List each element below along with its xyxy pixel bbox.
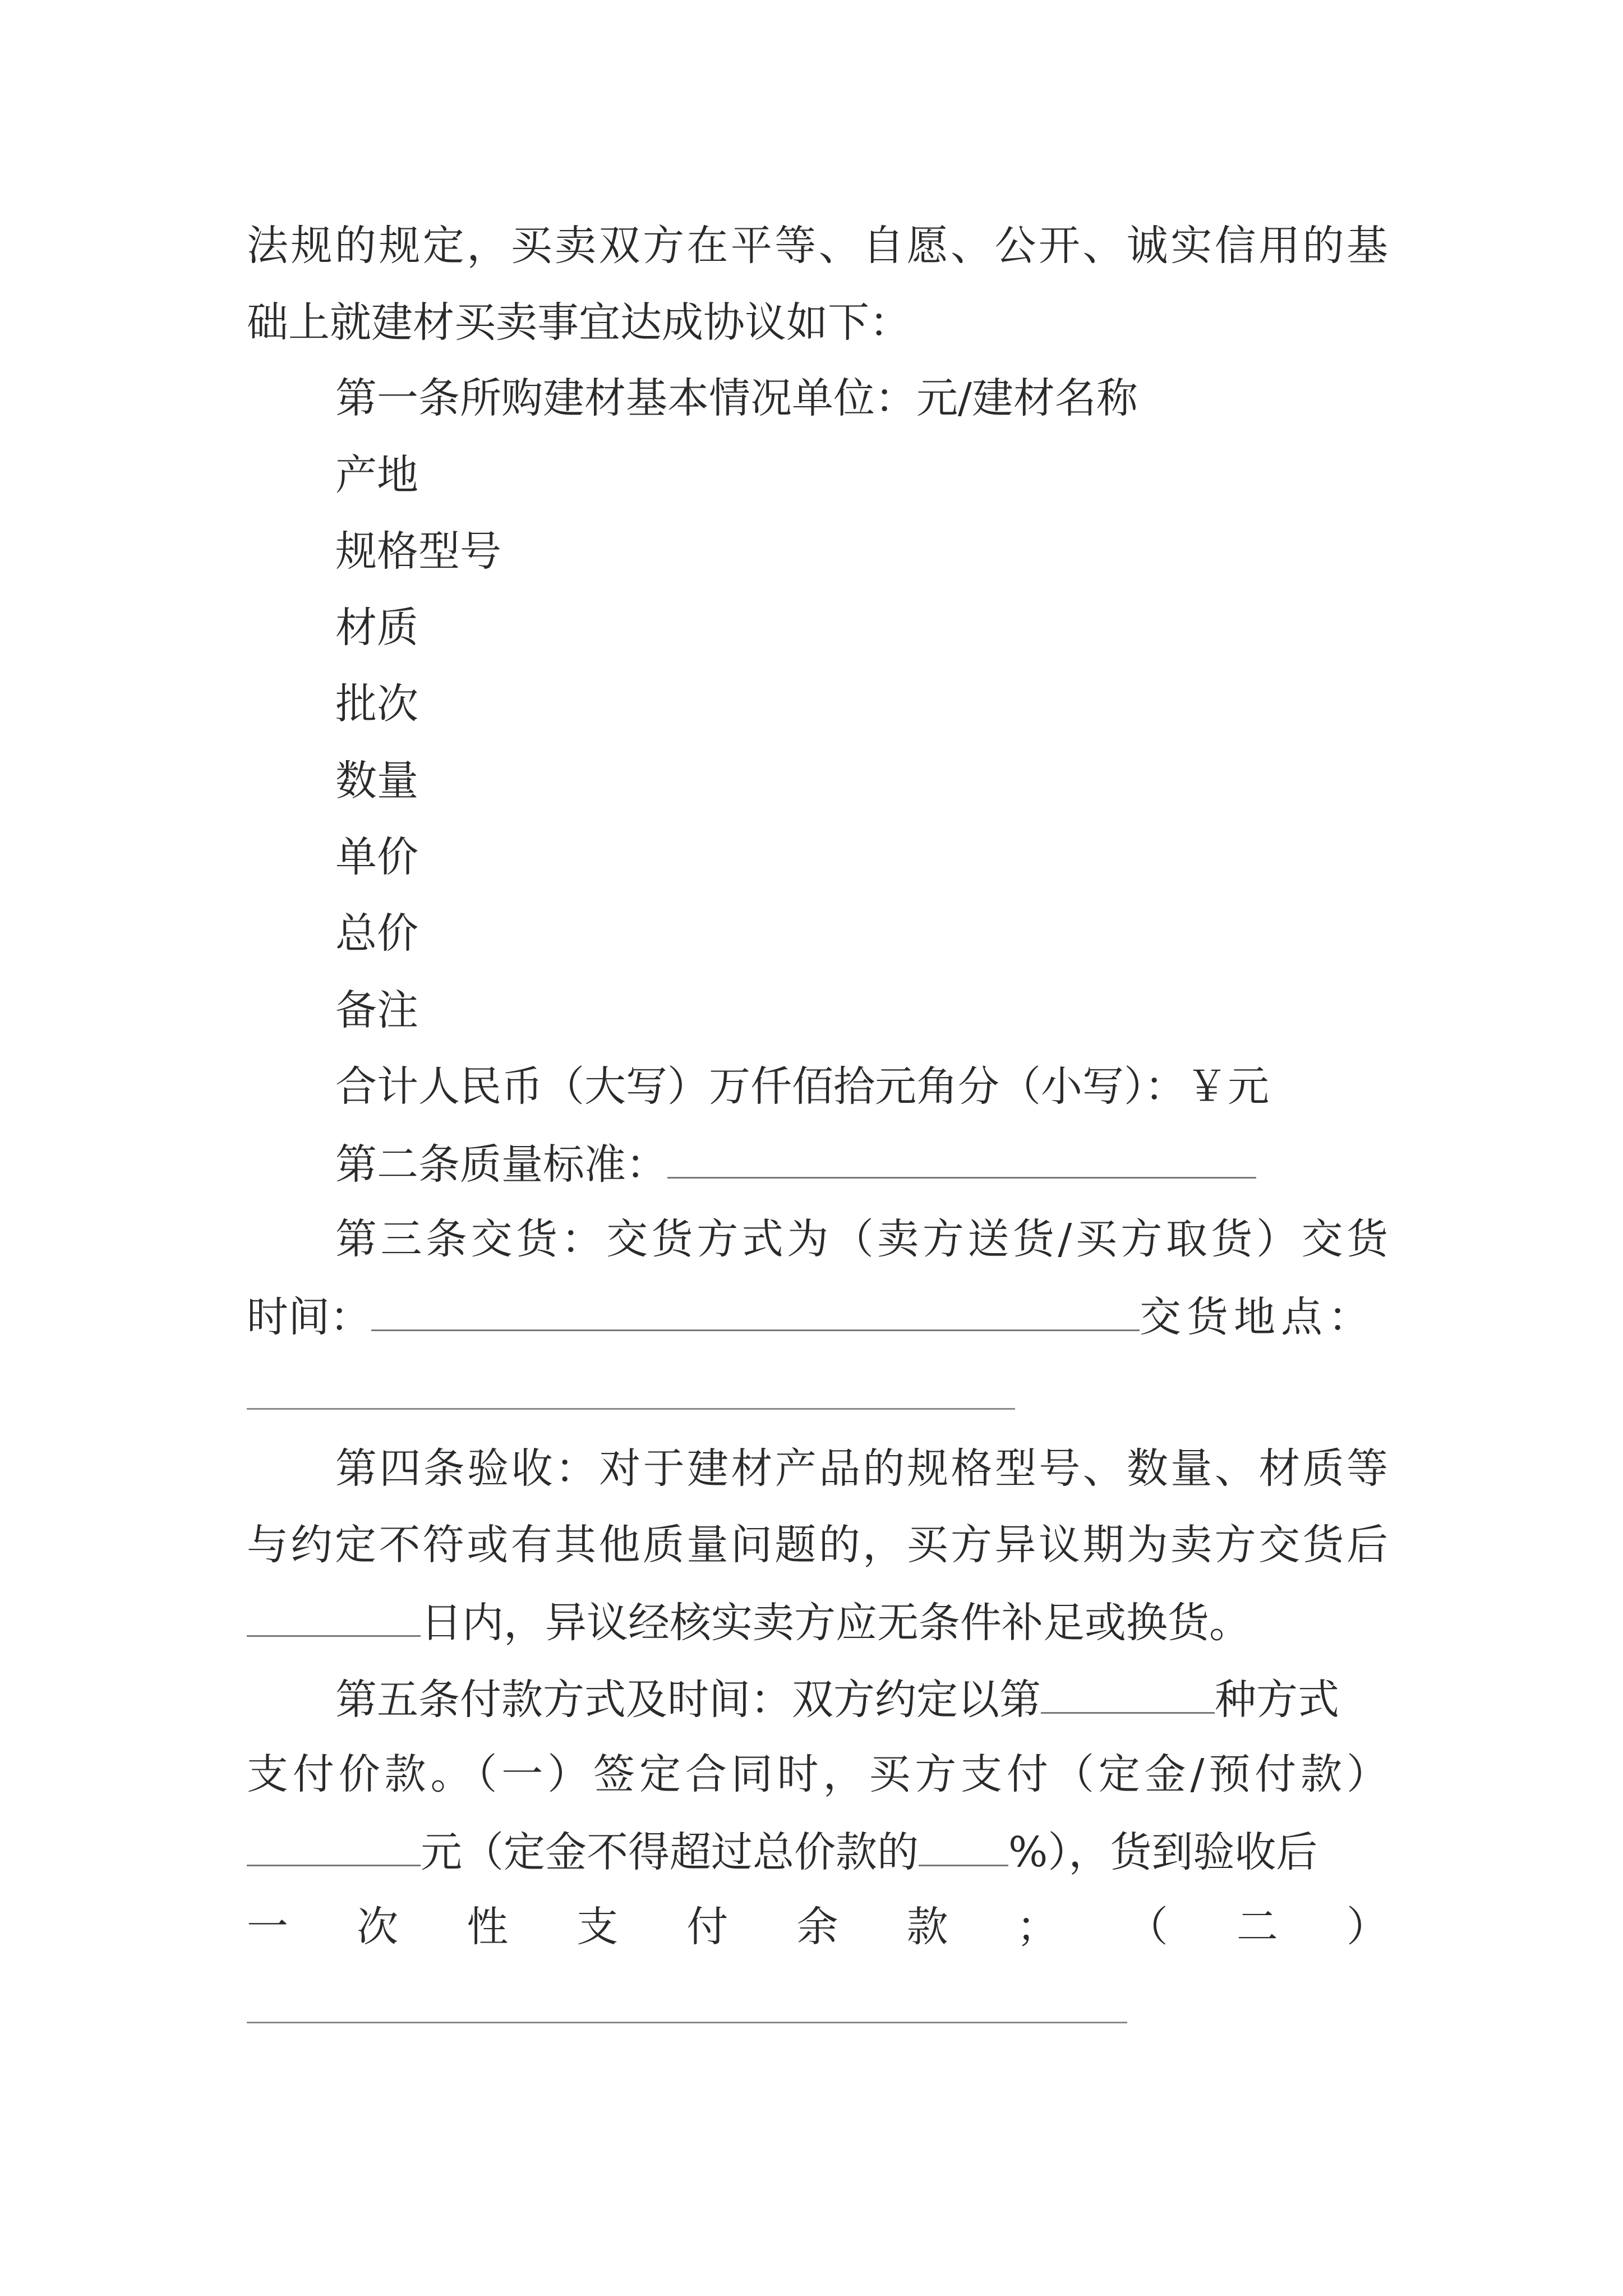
article4-line-1: 第四条验收：对于建材产品的规格型号、数量、材质等 [335, 1444, 1388, 1493]
article5-line-4 [247, 1896, 1388, 1958]
article5-line-4-char: ； [1016, 1903, 1058, 1951]
article3-line-2 [247, 1285, 1375, 1346]
quality-standard-blank [667, 1132, 1256, 1179]
item-unit-price: 单价 [335, 833, 418, 881]
article5-line-3-a: 元（定金不得超过总价款的 [421, 1828, 919, 1876]
item-quantity: 数量 [335, 757, 418, 805]
article5-line-4-char: 支 [577, 1903, 619, 1951]
deposit-amount-blank [247, 1820, 421, 1866]
article5-line-4-char: 余 [796, 1903, 838, 1951]
article5-line-4-char: 次 [357, 1903, 399, 1951]
article1-heading: 第一条所购建材基本情况单位：元/建材名称 [335, 374, 1138, 422]
article2-line [335, 1132, 1256, 1194]
payment-option-two-blank [247, 2022, 1127, 2023]
article5-line-4-char: 款 [906, 1903, 948, 1951]
item-material: 材质 [335, 604, 418, 652]
intro-line-1: 法规的规定，买卖双方在平等、自愿、公开、诚实信用的基 [247, 222, 1388, 270]
delivery-place-blank [247, 1408, 1015, 1410]
item-batch: 批次 [335, 680, 418, 728]
article4-line-3 [247, 1590, 1251, 1652]
article5-line-1 [335, 1667, 1339, 1729]
deposit-percent-blank [919, 1820, 1008, 1866]
delivery-time-blank [371, 1285, 1140, 1331]
article5-line-4-char: 二 [1236, 1903, 1278, 1951]
item-total-price: 总价 [335, 909, 418, 958]
article5-line-4-char: 付 [686, 1903, 728, 1951]
item-origin: 产地 [335, 451, 418, 499]
delivery-time-label: 时间： [247, 1293, 371, 1341]
article4-line-3-text: 日内，异议经核实卖方应无条件补足或换货。 [421, 1599, 1251, 1647]
article3-line-1: 第三条交货：交货方式为（卖方送货/买方取货）交货 [335, 1215, 1388, 1263]
article5-line-4-char: ） [1346, 1903, 1388, 1951]
objection-days-blank [247, 1590, 421, 1637]
article4-line-2: 与约定不符或有其他质量问题的，买方异议期为卖方交货后 [247, 1521, 1388, 1569]
article5-line-1-a: 第五条付款方式及时间：双方约定以第 [335, 1676, 1041, 1724]
payment-method-blank [1041, 1667, 1215, 1714]
article2-label: 第二条质量标准： [335, 1140, 667, 1189]
delivery-place-label: 交货地点： [1140, 1293, 1375, 1341]
article5-line-3-b: %），货到验收后 [1008, 1828, 1318, 1876]
article5-line-1-b: 种方式 [1215, 1676, 1339, 1724]
intro-line-2: 础上就建材买卖事宜达成协议如下： [247, 298, 911, 347]
article5-line-3 [247, 1820, 1317, 1881]
article5-line-4-char: （ [1126, 1903, 1168, 1951]
article5-line-4-char: 一 [247, 1903, 288, 1951]
item-remarks: 备注 [335, 986, 418, 1034]
article5-line-2: 支付价款。（一）签定合同时，买方支付（定金/预付款） [247, 1750, 1388, 1798]
total-amount-line: 合计人民币（大写）万仟佰拾元角分（小写）：￥元 [335, 1062, 1269, 1111]
item-spec: 规格型号 [335, 527, 501, 576]
article5-line-4-char: 性 [467, 1903, 509, 1951]
